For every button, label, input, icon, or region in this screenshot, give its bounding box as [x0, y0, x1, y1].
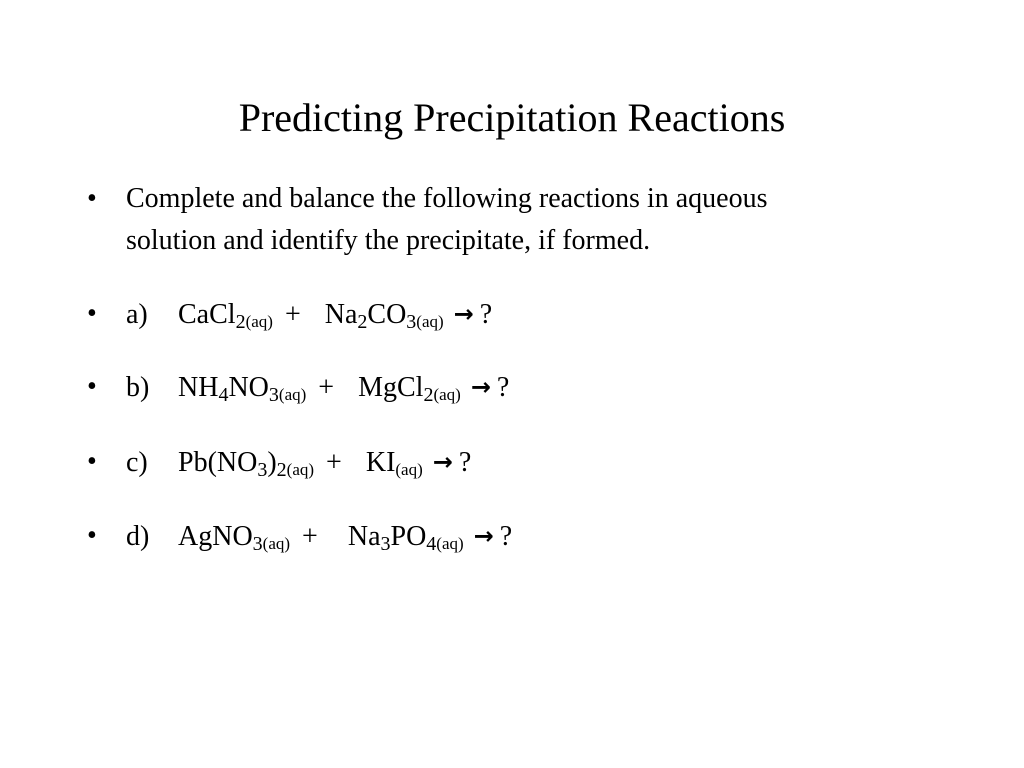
- reactant-2: [358, 372, 461, 406]
- formula-part: KI: [365, 447, 396, 478]
- state-label: (aq): [433, 385, 461, 404]
- plus-sign: +: [284, 299, 301, 330]
- reaction-equation: [126, 441, 926, 484]
- product-unknown: ?: [496, 372, 510, 403]
- state-label: (aq): [436, 534, 464, 553]
- product-unknown: ?: [458, 447, 472, 478]
- subscript: 2: [276, 459, 287, 481]
- state-label: (aq): [416, 312, 444, 331]
- bullet-marker: •: [87, 446, 97, 477]
- formula-part: Na: [324, 299, 358, 330]
- bullet-marker: •: [87, 183, 97, 214]
- arrow-right-icon: →: [453, 300, 474, 328]
- subscript: 4: [426, 533, 437, 555]
- reaction-label: d): [126, 521, 150, 552]
- subscript: 3: [406, 311, 417, 333]
- state-label: (aq): [262, 534, 291, 553]
- reactant-1: [178, 447, 315, 481]
- subscript: 4: [218, 384, 229, 406]
- formula-part: Na: [347, 521, 381, 552]
- instruction-line-2: solution and identify the precipitate, if formed.: [126, 225, 651, 256]
- reactant-2: [324, 299, 444, 333]
- reactant-1: [178, 299, 273, 333]
- state-label: (aq): [286, 460, 315, 479]
- reaction-label: a): [126, 299, 148, 330]
- state-label: (aq): [278, 385, 307, 404]
- subscript: 3: [252, 533, 263, 555]
- reaction-equation: [126, 366, 926, 409]
- arrow-right-icon: →: [432, 448, 453, 476]
- reaction-equation: [126, 515, 926, 558]
- subscript: 3: [257, 459, 268, 481]
- reaction-equation: [126, 293, 926, 336]
- arrow-right-icon: →: [473, 522, 494, 550]
- bullet-marker: •: [87, 371, 97, 402]
- instruction-line-1: Complete and balance the following reactions in aqueous: [126, 183, 768, 214]
- formula-part: CO: [367, 299, 407, 330]
- reactant-1: [178, 521, 291, 555]
- subscript: 2: [235, 311, 246, 333]
- reaction-label: c): [126, 447, 148, 478]
- formula-part: Pb(NO: [178, 447, 258, 478]
- product-unknown: ?: [479, 299, 493, 330]
- state-label: (aq): [395, 460, 423, 479]
- plus-sign: +: [318, 372, 335, 403]
- reactant-1: [178, 372, 307, 406]
- subscript: 2: [357, 311, 368, 333]
- formula-part: ): [267, 447, 277, 478]
- formula-part: NH: [178, 372, 219, 403]
- state-label: (aq): [245, 312, 273, 331]
- formula-part: CaCl: [178, 299, 236, 330]
- formula-part: AgNO: [178, 521, 253, 552]
- instruction-text: [126, 178, 926, 262]
- plus-sign: +: [302, 521, 318, 552]
- subscript: 3: [268, 384, 279, 406]
- subscript: 2: [423, 384, 434, 406]
- slide-title: Predicting Precipitation Reactions: [238, 95, 786, 140]
- plus-sign: +: [326, 447, 342, 478]
- bullet-marker: •: [87, 298, 97, 329]
- bullet-marker: •: [87, 520, 97, 551]
- product-unknown: ?: [499, 521, 513, 552]
- subscript: 3: [380, 533, 391, 555]
- formula-part: MgCl: [358, 372, 424, 403]
- reaction-label: b): [126, 372, 150, 403]
- formula-part: PO: [390, 521, 427, 552]
- reactant-2: [347, 521, 464, 555]
- arrow-right-icon: →: [470, 373, 491, 401]
- formula-part: NO: [228, 372, 269, 403]
- reactant-2: [366, 447, 423, 478]
